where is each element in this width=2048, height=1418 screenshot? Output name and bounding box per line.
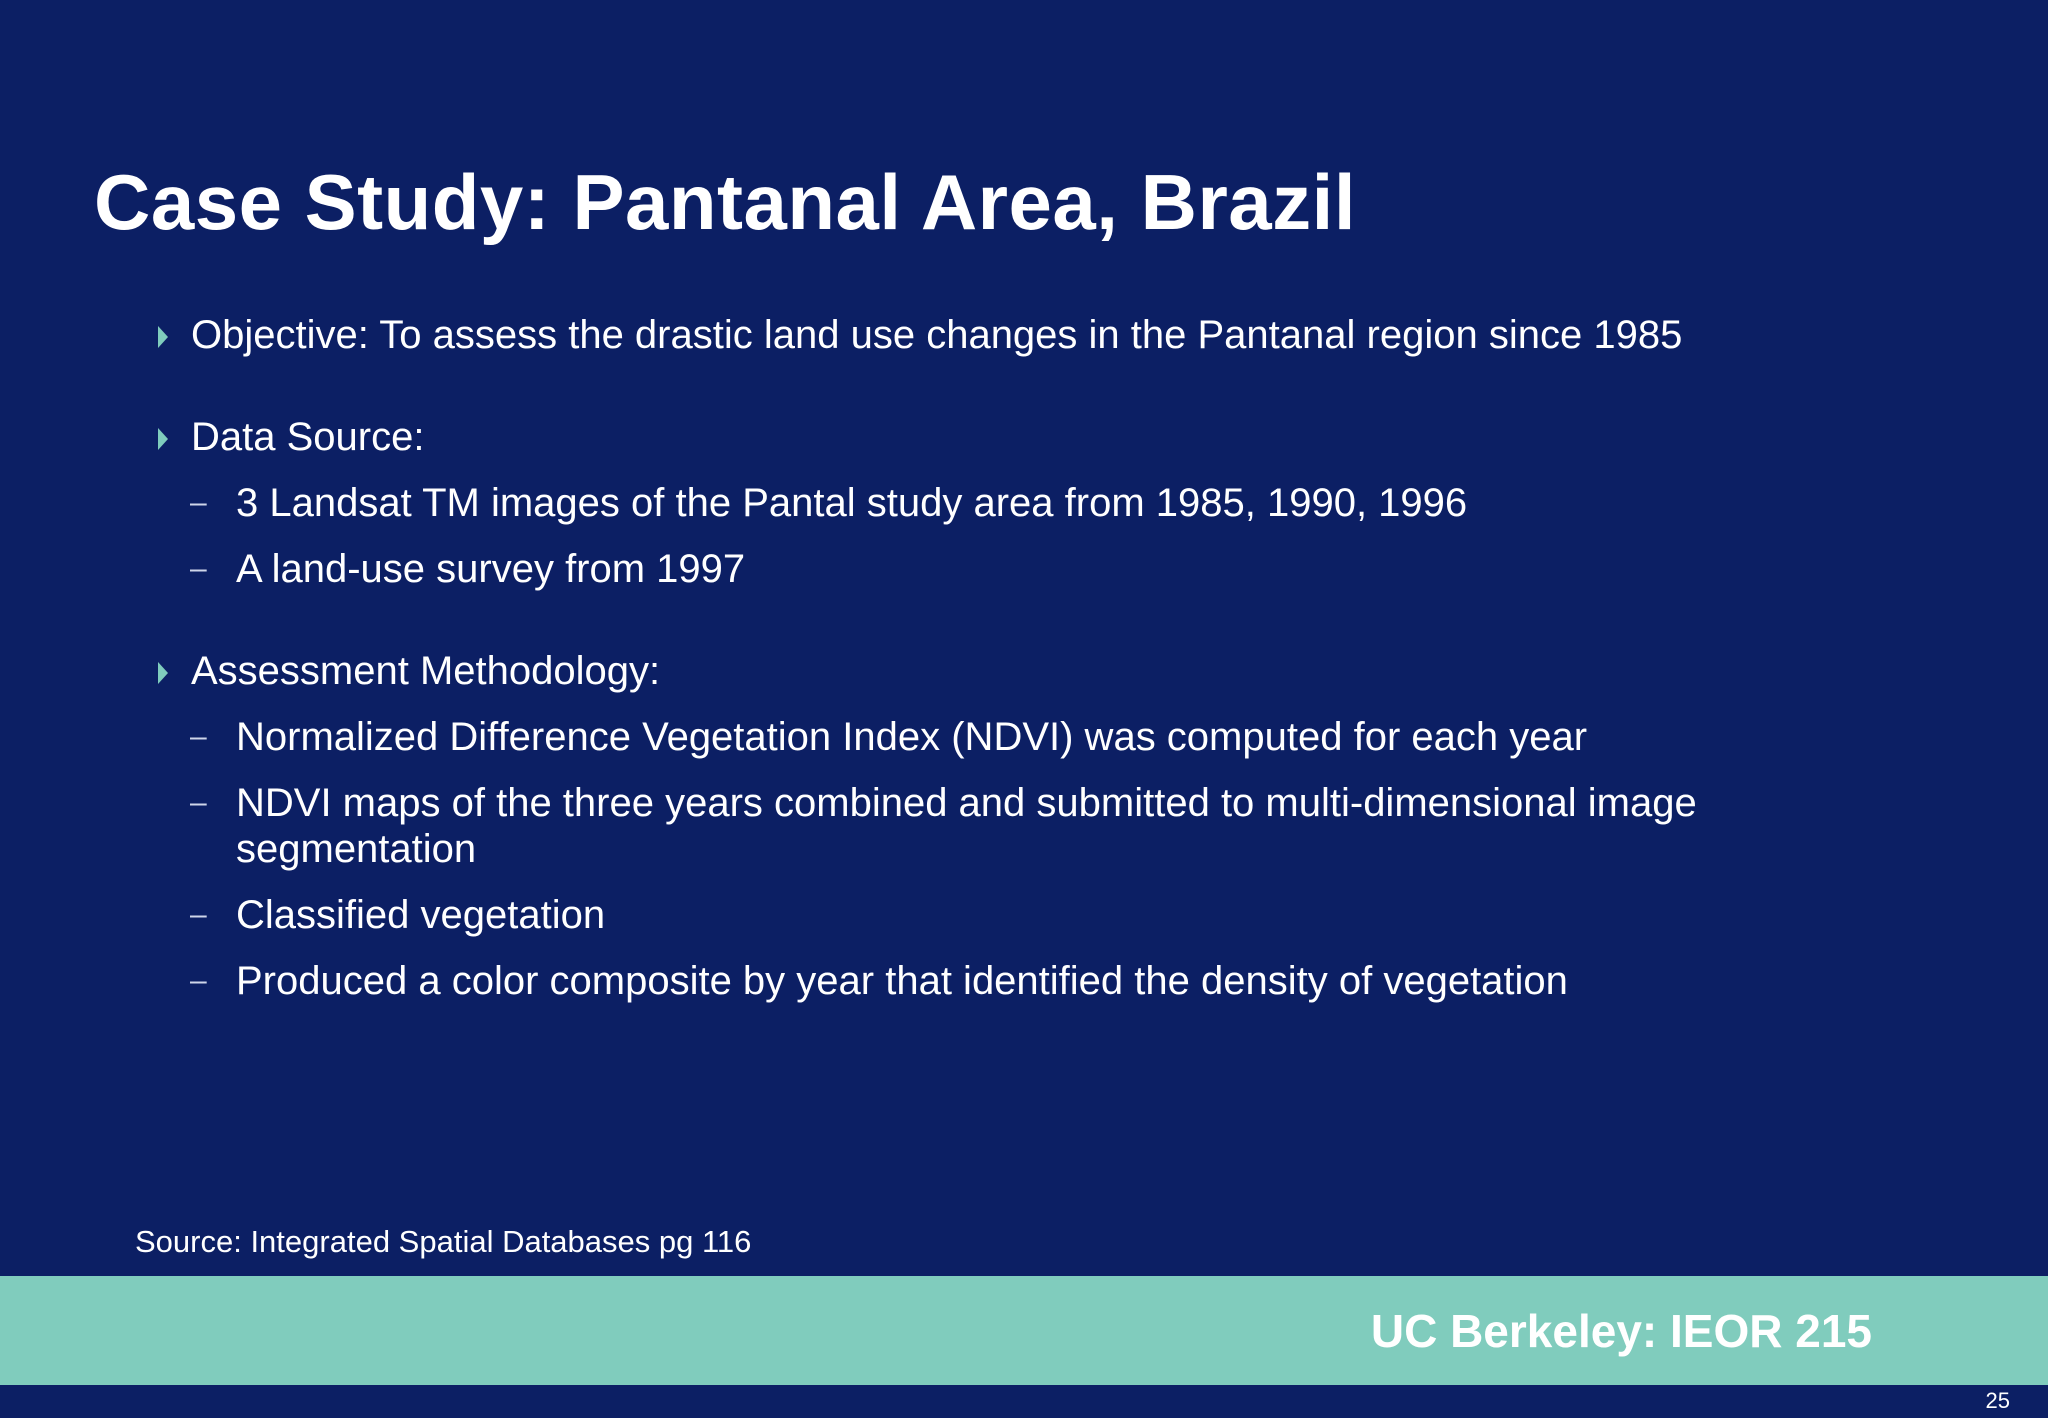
triangle-right-icon [158, 326, 168, 348]
dash-icon: – [190, 964, 207, 997]
bullet-methodology [150, 648, 1950, 694]
slide-title: Case Study: Pantanal Area, Brazil [94, 158, 1357, 246]
sub-bullet [150, 714, 1950, 760]
sub-bullet [150, 892, 1950, 938]
sub-bullet [150, 780, 1936, 872]
sub-bullet [150, 546, 1950, 592]
dash-icon: – [190, 898, 207, 931]
dash-icon: – [190, 486, 207, 519]
bullet-text: Data Source: [191, 415, 425, 459]
sub-bullet-text: Produced a color composite by year that identified the density of vegetation [236, 959, 1568, 1003]
triangle-right-icon [158, 662, 168, 684]
sub-bullet-text: Classified vegetation [236, 893, 606, 937]
sub-bullet [150, 958, 1950, 1004]
dash-icon: – [190, 720, 207, 753]
sub-bullet-text: A land-use survey from 1997 [236, 547, 746, 591]
triangle-right-icon [158, 428, 168, 450]
bullet-objective [150, 312, 1950, 358]
bullet-text: Objective: To assess the drastic land use changes in the Pantanal region since 1985 [191, 313, 1683, 357]
footer-band [0, 1276, 2048, 1385]
sub-bullet-text: NDVI maps of the three years combined and submitted to multi-dimensional image segmentation [236, 781, 1697, 871]
source-citation: Source: Integrated Spatial Databases pg 116 [135, 1224, 752, 1259]
dash-icon: – [190, 786, 207, 819]
course-footer: UC Berkeley: IEOR 215 [1370, 1305, 1872, 1357]
bullet-text: Assessment Methodology: [191, 649, 661, 693]
sub-bullet-text: Normalized Difference Vegetation Index (NDVI) was computed for each year [236, 715, 1588, 759]
sub-bullet [150, 480, 1950, 526]
sub-bullet-text: 3 Landsat TM images of the Pantal study area from 1985, 1990, 1996 [236, 481, 1468, 525]
page-number: 25 [1985, 1388, 2010, 1413]
dash-icon: – [190, 552, 207, 585]
bullet-list [150, 312, 1950, 1024]
bullet-data-source [150, 414, 1950, 460]
